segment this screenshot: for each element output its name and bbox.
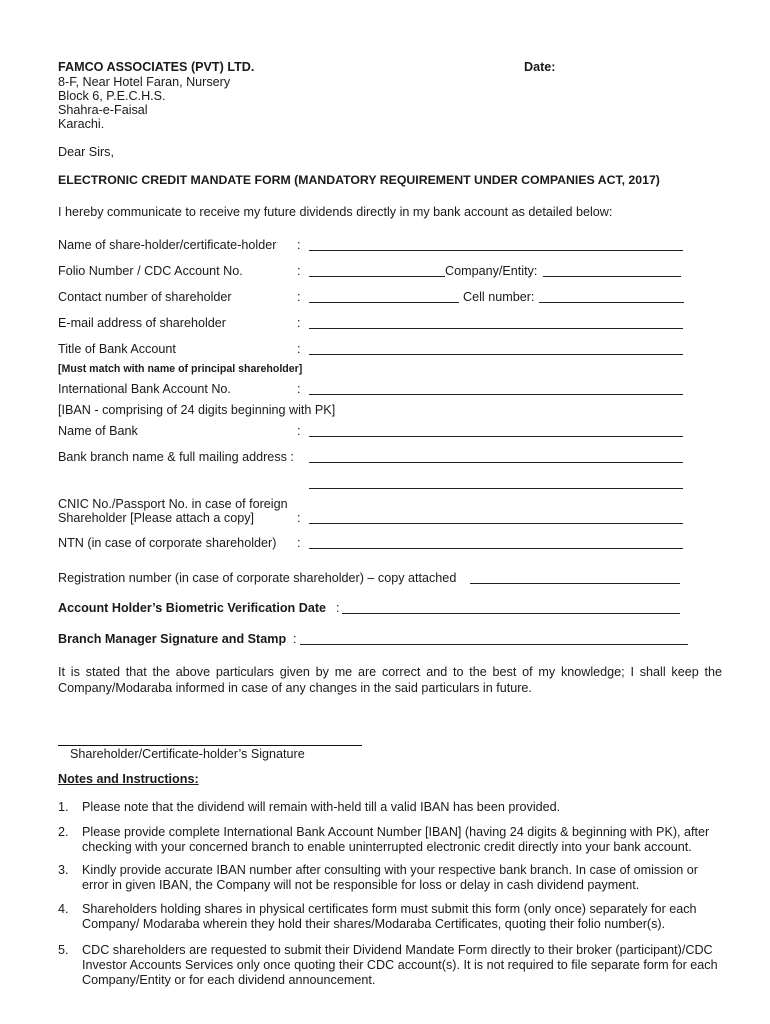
folio-field[interactable] (309, 276, 445, 277)
folio-label: Folio Number / CDC Account No. (58, 264, 243, 278)
address-line-3: Shahra-e-Faisal (58, 103, 148, 117)
note-number: 3. (58, 863, 69, 877)
company-entity-field[interactable] (543, 276, 681, 277)
contact-label: Contact number of shareholder (58, 290, 232, 304)
bank-title-field[interactable] (309, 354, 683, 355)
salutation: Dear Sirs, (58, 145, 114, 159)
iban-label: International Bank Account No. (58, 382, 231, 396)
intro-text: I hereby communicate to receive my future dividends directly in my bank account as detailed below: (58, 205, 613, 219)
colon: : (297, 511, 301, 525)
colon: : (293, 632, 297, 646)
note-item: Please note that the dividend will remain with-held till a valid IBAN has been provided. (82, 800, 561, 814)
company-entity-label: Company/Entity: (445, 264, 538, 278)
registration-label: Registration number (in case of corporate shareholder) – copy attached (58, 571, 457, 585)
note-number: 4. (58, 902, 69, 916)
ntn-label: NTN (in case of corporate shareholder) (58, 536, 277, 550)
address-line-2: Block 6, P.E.C.H.S. (58, 89, 166, 103)
bank-name-field[interactable] (309, 436, 683, 437)
note-item: Shareholders holding shares in physical certificates form must submit this form (only once) separately for each Company/ Modaraba wherein they hold their shares/Modaraba Certificates, quoting their folio number(s). (82, 902, 697, 931)
form-title: ELECTRONIC CREDIT MANDATE FORM (MANDATORY REQUIREMENT UNDER COMPANIES ACT, 2017) (58, 173, 660, 187)
signature-label: Shareholder/Certificate-holder’s Signature (70, 747, 305, 761)
note-number: 2. (58, 825, 69, 839)
branch-manager-label: Branch Manager Signature and Stamp (58, 632, 287, 646)
cnic-field[interactable] (309, 523, 683, 524)
biometric-label: Account Holder’s Biometric Verification Date (58, 601, 327, 615)
cell-label: Cell number: (463, 290, 535, 304)
note-number: 1. (58, 800, 69, 814)
bank-name-label: Name of Bank (58, 424, 138, 438)
holder-name-field[interactable] (309, 250, 683, 251)
registration-field[interactable] (470, 583, 680, 584)
note-item: Please provide complete International Bank Account Number [IBAN] (having 24 digits & beginning with PK), after checking with your concerned branch to enable uninterrupted electronic credit directly into your bank account. (82, 825, 710, 854)
cnic-label-line-1: CNIC No./Passport No. in case of foreign (58, 497, 288, 511)
iban-field[interactable] (309, 394, 683, 395)
branch-address-field-2[interactable] (309, 488, 683, 489)
bank-title-note: [Must match with name of principal shareholder] (58, 363, 303, 375)
colon: : (297, 536, 301, 550)
colon: : (297, 290, 301, 304)
branch-address-label: Bank branch name & full mailing address : (58, 450, 294, 464)
address-line-4: Karachi. (58, 117, 105, 131)
notes-heading: Notes and Instructions: (58, 772, 199, 786)
colon: : (297, 316, 301, 330)
email-field[interactable] (309, 328, 683, 329)
holder-name-label: Name of share-holder/certificate-holder (58, 238, 277, 252)
address-line-1: 8-F, Near Hotel Faran, Nursery (58, 75, 231, 89)
branch-manager-field[interactable] (300, 644, 688, 645)
email-label: E-mail address of shareholder (58, 316, 226, 330)
note-item: Kindly provide accurate IBAN number after consulting with your respective bank branch. In case of omission or error in given IBAN, the Company will not be responsible for loss or delay in cash dividend payment. (82, 863, 698, 892)
company-name: FAMCO ASSOCIATES (PVT) LTD. (58, 60, 255, 74)
cnic-label-line-2: Shareholder [Please attach a copy] (58, 511, 255, 525)
colon: : (297, 424, 301, 438)
biometric-field[interactable] (342, 613, 680, 614)
ntn-field[interactable] (309, 548, 683, 549)
colon: : (297, 238, 301, 252)
iban-note: [IBAN - comprising of 24 digits beginning with PK] (58, 403, 336, 417)
signature-field[interactable] (58, 745, 362, 746)
date-label: Date: (524, 60, 556, 74)
colon: : (297, 264, 301, 278)
note-number: 5. (58, 943, 69, 957)
branch-address-field[interactable] (309, 462, 683, 463)
colon: : (297, 382, 301, 396)
colon: : (297, 342, 301, 356)
bank-title-label: Title of Bank Account (58, 342, 176, 356)
colon: : (336, 601, 340, 615)
declaration-text: It is stated that the above particulars given by me are correct and to the best of my knowledge; I shall keep the Company/Modaraba informed in case of any changes in the said particulars in future. (58, 665, 722, 695)
contact-field[interactable] (309, 302, 459, 303)
note-item: CDC shareholders are requested to submit their Dividend Mandate Form directly to their broker (participant)/CDC Investor Accounts Services only once quoting their CDC account(s). It is not required to file separate form for each Company/Entity or for each dividend announcement. (82, 943, 718, 987)
cell-field[interactable] (539, 302, 684, 303)
